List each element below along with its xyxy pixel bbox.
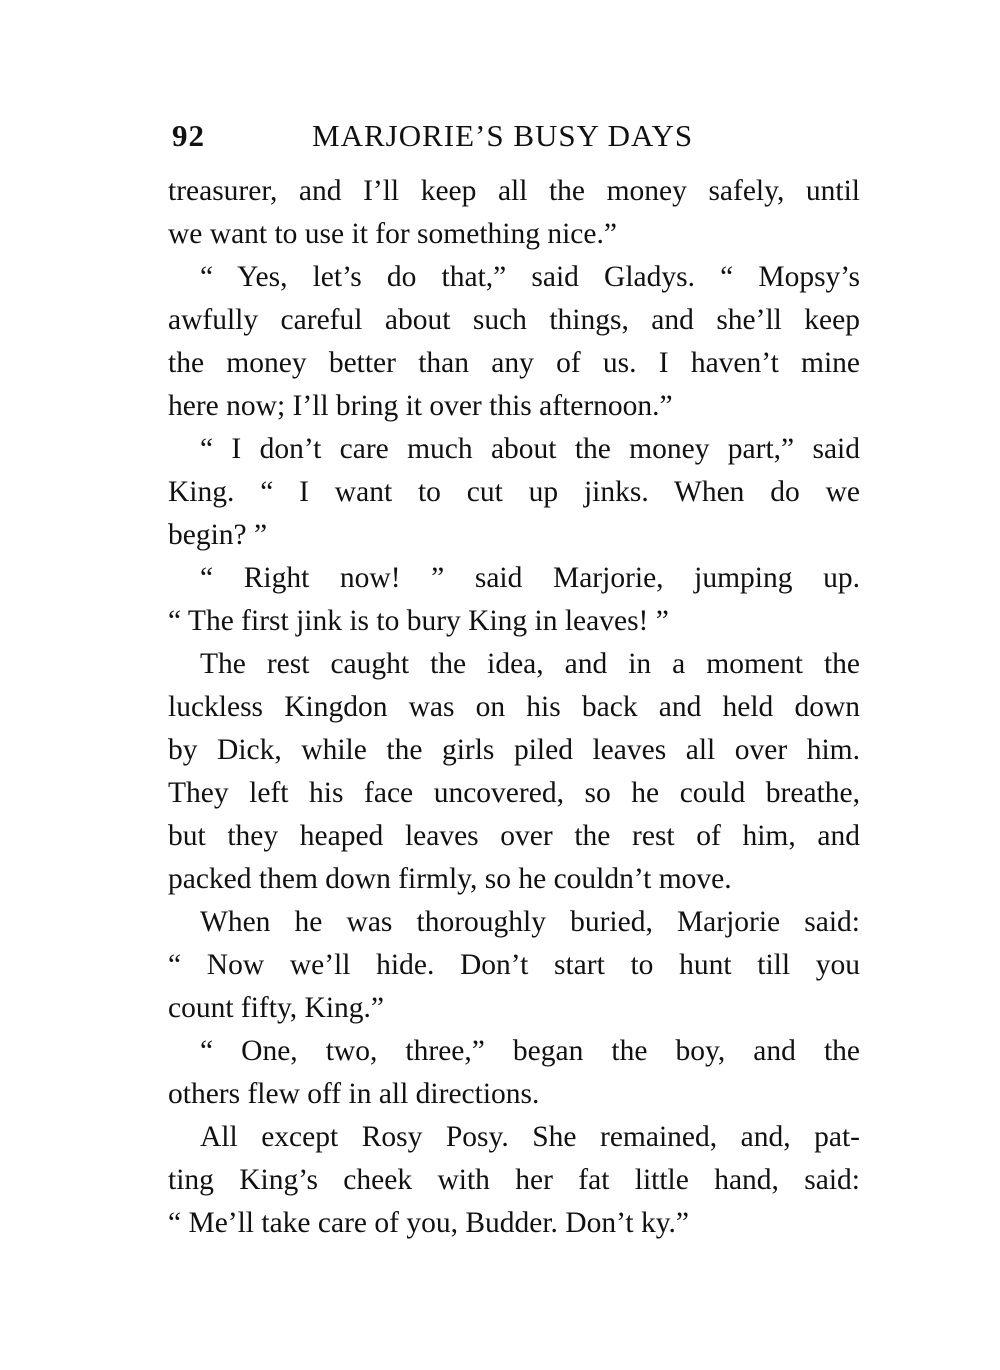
- text-line: “ Now we’ll hide. Don’t start to hunt till you: [168, 949, 860, 981]
- text-line: When he was thoroughly buried, Marjorie said:: [200, 906, 860, 938]
- text-line: ting King’s cheek with her fat little hand, said:: [168, 1164, 860, 1196]
- text-line: They left his face uncovered, so he could breathe,: [168, 777, 860, 809]
- text-line: “ Right now! ” said Marjorie, jumping up.: [200, 562, 860, 594]
- text-line: awfully careful about such things, and she’ll keep: [168, 304, 860, 336]
- text-line: begin? ”: [168, 519, 268, 551]
- running-title: MARJORIE’S BUSY DAYS: [312, 118, 694, 153]
- text-line: count fifty, King.”: [168, 992, 385, 1024]
- text-line: treasurer, and I’ll keep all the money safely, until: [168, 175, 860, 207]
- text-line: here now; I’ll bring it over this afternoon.”: [168, 390, 673, 422]
- running-head: [172, 110, 862, 160]
- text-line: but they heaped leaves over the rest of him, and: [168, 820, 860, 852]
- text-line: “ One, two, three,” began the boy, and the: [200, 1035, 860, 1067]
- text-line: The rest caught the idea, and in a moment the: [200, 648, 860, 680]
- text-line: packed them down firmly, so he couldn’t move.: [168, 863, 732, 895]
- text-line: “ I don’t care much about the money part,” said: [200, 433, 860, 465]
- text-line: “ Me’ll take care of you, Budder. Don’t ky.”: [168, 1207, 690, 1239]
- text-line: King. “ I want to cut up jinks. When do we: [168, 476, 860, 508]
- text-line: by Dick, while the girls piled leaves all over him.: [168, 734, 860, 766]
- text-line: the money better than any of us. I haven’t mine: [168, 347, 860, 379]
- text-line: others flew off in all directions.: [168, 1078, 540, 1110]
- text-line: “ The first jink is to bury King in leaves! ”: [168, 605, 669, 637]
- text-line: All except Rosy Posy. She remained, and, pat-: [200, 1121, 860, 1153]
- page-number: 92: [172, 118, 205, 153]
- body-text: [168, 170, 860, 1245]
- text-line: luckless Kingdon was on his back and held down: [168, 691, 860, 723]
- text-line: “ Yes, let’s do that,” said Gladys. “ Mopsy’s: [200, 261, 860, 293]
- text-line: we want to use it for something nice.”: [168, 218, 617, 250]
